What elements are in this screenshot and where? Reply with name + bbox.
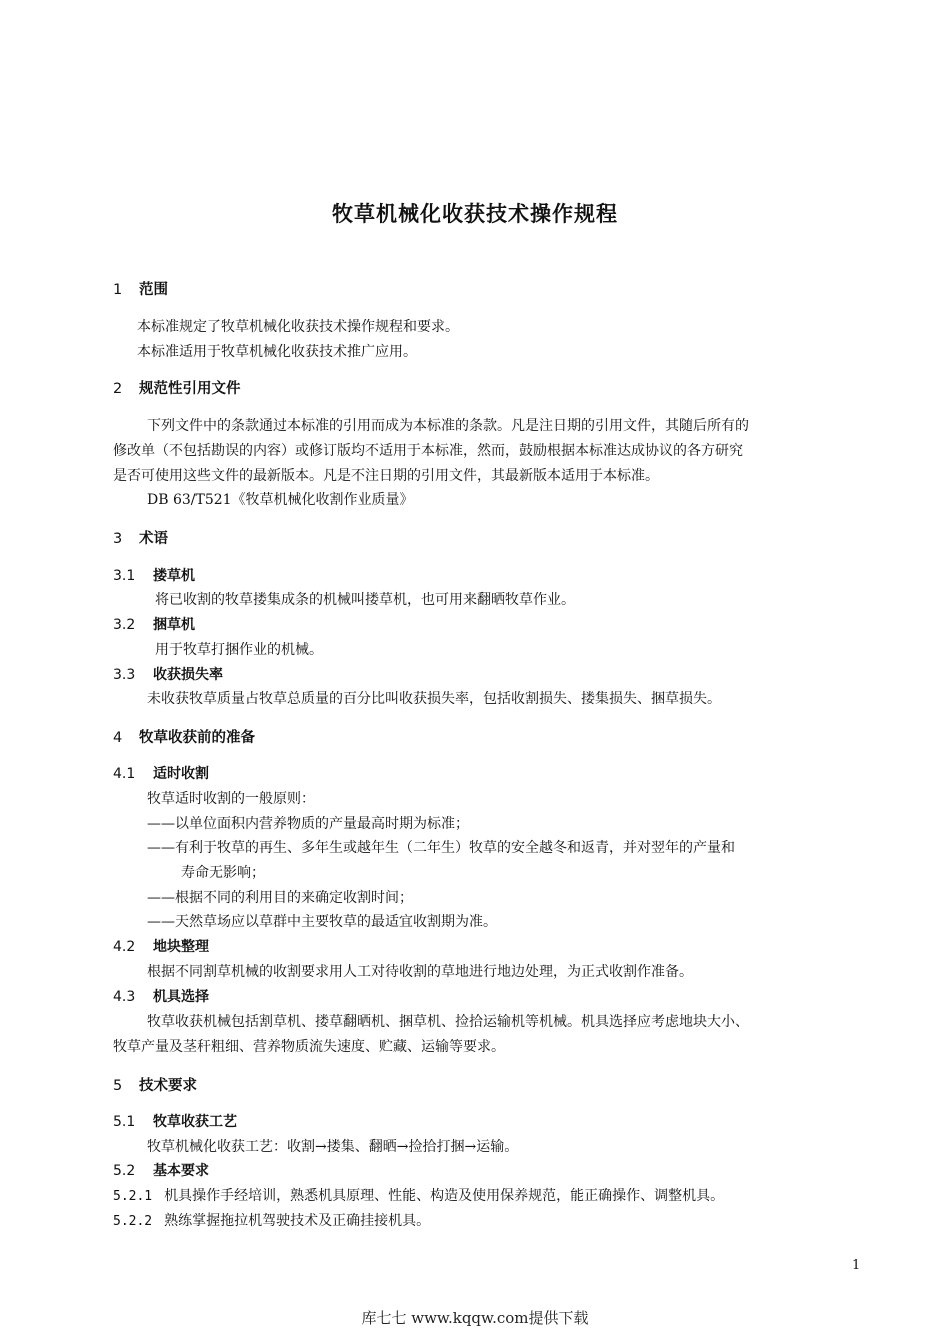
paragraph: 牧草适时收割的一般原则：: [147, 791, 315, 807]
clause: [113, 1185, 724, 1205]
subsection-heading: [113, 1111, 237, 1131]
term-number: 3.1: [113, 568, 136, 584]
subsection-number: 5.2: [113, 1163, 136, 1179]
section-title: 技术要求: [139, 1078, 197, 1094]
subsection-number: 4.2: [113, 939, 136, 955]
term-title: 搂草机: [153, 568, 195, 584]
section-title: 术语: [139, 531, 168, 547]
list-item: ——根据不同的利用目的来确定收割时间；: [147, 890, 413, 906]
subsection-heading: [113, 936, 209, 956]
paragraph-line: 牧草产量及茎秆粗细、营养物质流失速度、贮藏、运输等要求。: [113, 1039, 505, 1055]
section-number: 2: [113, 381, 123, 397]
term-number: 3.2: [113, 617, 136, 633]
page-title: 牧草机械化收获技术操作规程: [332, 202, 618, 226]
paragraph-line: 牧草收获机械包括割草机、搂草翻晒机、捆草机、捡拾运输机等机械。机具选择应考虑地块大小、: [147, 1014, 749, 1030]
term-number: 3.3: [113, 667, 136, 683]
subsection-title: 基本要求: [153, 1163, 209, 1179]
subsection-number: 4.3: [113, 989, 136, 1005]
section-4-heading: [113, 726, 255, 747]
paragraph: 牧草机械化收获工艺：收割→搂集、翻晒→捡拾打捆→运输。: [147, 1139, 519, 1155]
section-title: 规范性引用文件: [139, 381, 241, 397]
section-number: 3: [113, 531, 123, 547]
list-item-continuation: 寿命无影响；: [181, 865, 265, 881]
term-definition: 用于牧草打捆作业的机械。: [155, 642, 323, 658]
paragraph-line: 修改单（不包括勘误的内容）或修订版均不适用于本标准，然而，鼓励根据本标准达成协议的各方研究: [113, 443, 743, 459]
list-item: ——天然草场应以草群中主要牧草的最适宜收割期为准。: [147, 914, 497, 930]
list-item: ——以单位面积内营养物质的产量最高时期为标准；: [147, 816, 469, 832]
clause-text: 机具操作手经培训，熟悉机具原理、性能、构造及使用保养规范，能正确操作、调整机具。: [164, 1188, 725, 1204]
term-definition: 将已收割的牧草搂集成条的机械叫搂草机，也可用来翻晒牧草作业。: [155, 592, 575, 608]
subsection-title: 适时收割: [153, 766, 209, 782]
paragraph: 本标准规定了牧草机械化收获技术操作规程和要求。: [137, 319, 459, 335]
section-title: 范围: [139, 282, 168, 298]
subsection-title: 牧草收获工艺: [153, 1114, 237, 1130]
clause-number: 5.2.1: [113, 1189, 153, 1204]
term-heading: [113, 565, 195, 585]
section-number: 4: [113, 730, 123, 746]
section-5-heading: [113, 1074, 197, 1095]
term-heading: [113, 614, 195, 634]
clause-number: 5.2.2: [113, 1214, 153, 1229]
paragraph-line: 是否可使用这些文件的最新版本。凡是不注日期的引用文件，其最新版本适用于本标准。: [113, 468, 659, 484]
term-definition: 未收获牧草质量占牧草总质量的百分比叫收获损失率，包括收割损失、搂集损失、捆草损失。: [147, 691, 721, 707]
clause: [113, 1210, 430, 1230]
subsection-heading: [113, 1160, 209, 1180]
section-1-heading: [113, 278, 168, 299]
subsection-title: 机具选择: [153, 989, 209, 1005]
subsection-number: 4.1: [113, 766, 136, 782]
section-title: 牧草收获前的准备: [139, 730, 255, 746]
subsection-number: 5.1: [113, 1114, 136, 1130]
paragraph-line: 下列文件中的条款通过本标准的引用而成为本标准的条款。凡是注日期的引用文件，其随后所有的: [147, 418, 749, 434]
list-item: ——有利于牧草的再生、多年生或越年生（二年生）牧草的安全越冬和返青，并对翌年的产量和: [147, 840, 735, 856]
paragraph: 本标准适用于牧草机械化收获技术推广应用。: [137, 344, 417, 360]
normative-reference: DB 63/T521《牧草机械化收割作业质量》: [147, 492, 414, 508]
page-number: 1: [852, 1258, 861, 1273]
term-heading: [113, 664, 223, 684]
subsection-heading: [113, 986, 209, 1006]
subsection-heading: [113, 763, 209, 783]
paragraph: 根据不同割草机械的收割要求用人工对待收割的草地进行地边处理，为正式收割作准备。: [147, 964, 693, 980]
term-title: 收获损失率: [153, 667, 223, 683]
footer-watermark: 库七七 www.kqqw.com提供下载: [361, 1309, 589, 1327]
section-number: 1: [113, 282, 123, 298]
section-number: 5: [113, 1078, 123, 1094]
section-2-heading: [113, 377, 241, 398]
term-title: 捆草机: [153, 617, 195, 633]
clause-text: 熟练掌握拖拉机驾驶技术及正确挂接机具。: [164, 1213, 431, 1229]
section-3-heading: [113, 527, 168, 548]
subsection-title: 地块整理: [153, 939, 209, 955]
